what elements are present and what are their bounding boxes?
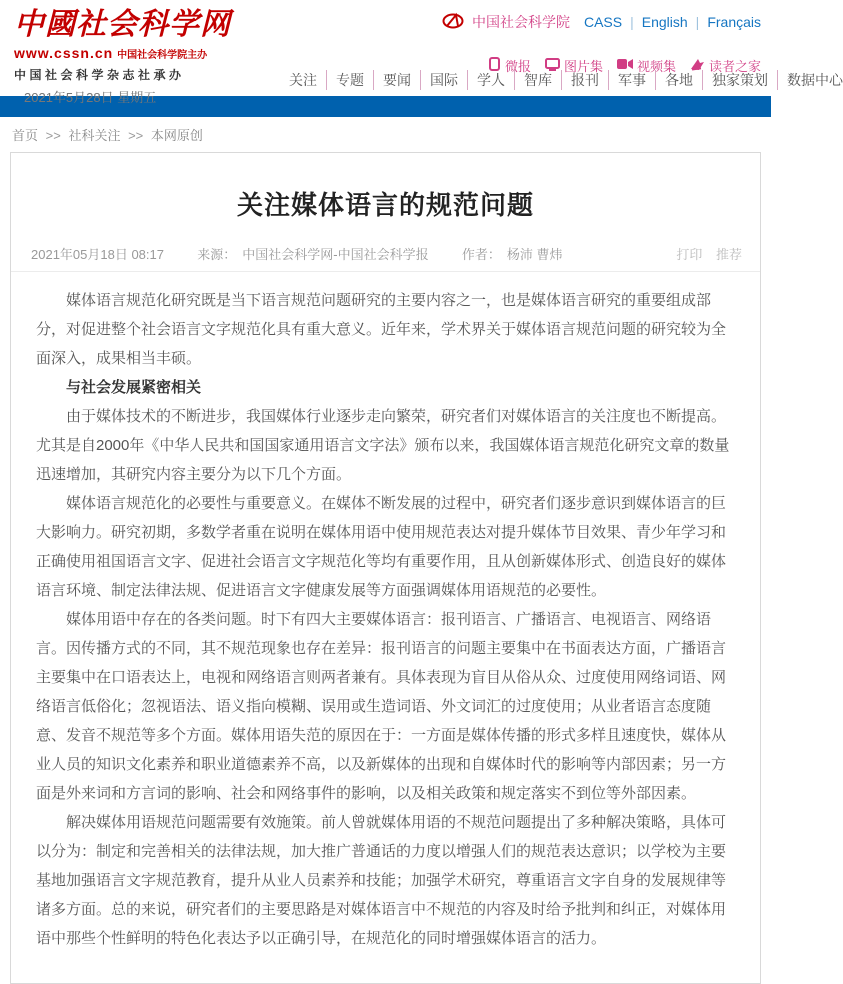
article-paragraph: 解决媒体用语规范问题需要有效施策。前人曾就媒体用语的不规范问题提出了多种解决策略，具体可以分为：制定和完善相关的法律法规，加大推广普通话的力度以增强人们的规范表达意识；以学校为主要基地加强语言文字规范教育，提升从业人员素养和技能；加强学术研究，尊重语言文字自身的发展规律等诸多方面。总的来说，研究者们的主要思路是对媒体语言中不规范的内容及时给予批判和纠正，对媒体用语中那些个性鲜明的特色化表达予以正确引导，在规范化的同时增强媒体语言的活力。 (36, 814, 727, 947)
article-datetime: 2021年05月18日 08:17 (31, 247, 164, 262)
main-nav (280, 70, 843, 90)
nav-item-baokan[interactable]: 报刊 (562, 70, 609, 90)
nav-item-guanzhu[interactable]: 关注 (280, 70, 327, 90)
breadcrumb-home[interactable]: 首页 (12, 128, 39, 143)
site-sponsor: 中国社会科学院主办 (117, 50, 208, 61)
article-container (10, 152, 761, 984)
media-item-label: 微报 (504, 59, 531, 74)
nav-item-gedi[interactable]: 各地 (656, 70, 703, 90)
breadcrumb-separator: >> (128, 128, 144, 143)
cass-name-link[interactable]: 中国社会科学院 (471, 14, 570, 30)
article-subheading: 与社会发展紧密相关 (66, 379, 202, 396)
nav-item-guoji[interactable]: 国际 (421, 70, 468, 90)
article-body (11, 272, 760, 963)
site-url-line (14, 45, 274, 64)
link-english[interactable]: English (641, 14, 688, 30)
media-item-label: 图片集 (563, 59, 603, 74)
breadcrumb (0, 117, 771, 150)
article-authors: 杨沛 曹炜 (506, 247, 563, 262)
link-francais[interactable]: Français (707, 14, 761, 30)
article-title: 关注媒体语言的规范问题 (236, 190, 534, 220)
top-links-row (442, 12, 761, 32)
nav-item-shujuzhongxin[interactable]: 数据中心 (787, 72, 843, 88)
article-actions (666, 244, 742, 263)
breadcrumb-section[interactable]: 社科关注 (68, 128, 121, 143)
media-item-label: 视频集 (636, 59, 676, 74)
media-item-label: 读者之家 (708, 59, 761, 74)
nav-item-xueren[interactable]: 学人 (468, 70, 515, 90)
article-paragraph: 由于媒体技术的不断进步，我国媒体行业逐步走向繁荣，研究者们对媒体语言的关注度也不断提高。尤其是自2000年《中华人民共和国国家通用语言文字法》颁布以来，我国媒体语言规范化研究文章的数量迅速增加，其研究内容主要分为以下几个方面。 (36, 408, 730, 483)
breadcrumb-separator: >> (45, 128, 61, 143)
site-organizer: 中国社会科学杂志社承办 (14, 68, 185, 82)
site-url: www.cssn.cn (14, 45, 114, 61)
nav-item-junshi[interactable]: 军事 (609, 70, 656, 90)
cass-logo-icon (442, 13, 464, 32)
nav-item-dujiacehua[interactable]: 独家策划 (703, 70, 778, 90)
current-date: 2021年5月28日 星期五 (24, 90, 157, 105)
article-paragraph: 媒体用语中存在的各类问题。时下有四大主要媒体语言：报刊语言、广播语言、电视语言、网络语言。因传播方式的不同，其不规范现象也存在差异：报刊语言的问题主要集中在书面表达方面，广播语言主要集中在口语表达上，电视和网络语言则两者兼有。具体表现为盲目从俗从众、过度使用网络词语、网络语言低俗化；忽视语法、语义指向模糊、误用或生造词语、外文词汇的过度使用；从业者语言态度随意、发音不规范等多个方面。媒体用语失范的原因在于：一方面是媒体传播的形式多样且速度快，媒体从业人员的知识文化素养和职业道德素养不高，以及新媒体的出现和自媒体时代的影响等内部因素；另一方面是外来词和方言词的影响、社会和网络事件的影响，以及相关政策和规定落实不到位等外部因素。 (36, 611, 727, 802)
article-meta-row (11, 222, 760, 272)
nav-item-zhiku[interactable]: 智库 (515, 70, 562, 90)
article-source-label: 来源： (197, 247, 237, 262)
print-button[interactable]: 打印 (676, 247, 703, 262)
nav-item-zhuanti[interactable]: 专题 (327, 70, 374, 90)
site-header (0, 0, 843, 105)
article-paragraph: 媒体语言规范化研究既是当下语言规范问题研究的主要内容之一，也是媒体语言研究的重要组成部分，对促进整个社会语言文字规范化具有重大意义。近年来，学术界关于媒体语言规范问题的研究较为全面深入，成果相当丰硕。 (36, 292, 727, 367)
site-logo[interactable] (14, 8, 274, 106)
link-cass[interactable]: CASS (583, 14, 623, 30)
article-meta (31, 244, 568, 263)
breadcrumb-subsection[interactable]: 本网原创 (150, 128, 203, 143)
recommend-button[interactable]: 推荐 (715, 247, 742, 262)
article-paragraph: 媒体语言规范化的必要性与重要意义。在媒体不断发展的过程中，研究者们逐步意识到媒体语言的巨大影响力。研究初期，多数学者重在说明在媒体用语中使用规范表达对提升媒体节目效果、青少年学习和正确使用祖国语言文字、促进社会语言文字规范化等均有重要作用，且从创新媒体形式、创造良好的媒体语言环境、制定法律法规、促进语言文字健康发展等方面强调媒体用语规范的必要性。 (36, 495, 727, 599)
top-link-separator: | (630, 14, 634, 30)
article-author-label: 作者： (461, 247, 501, 262)
header-right (442, 12, 761, 75)
article-source: 中国社会科学网-中国社会科学报 (242, 247, 429, 262)
top-link-separator: | (695, 14, 700, 30)
nav-item-yaowen[interactable]: 要闻 (374, 70, 421, 90)
site-logo-title: 中國社会科学网 (14, 7, 231, 42)
